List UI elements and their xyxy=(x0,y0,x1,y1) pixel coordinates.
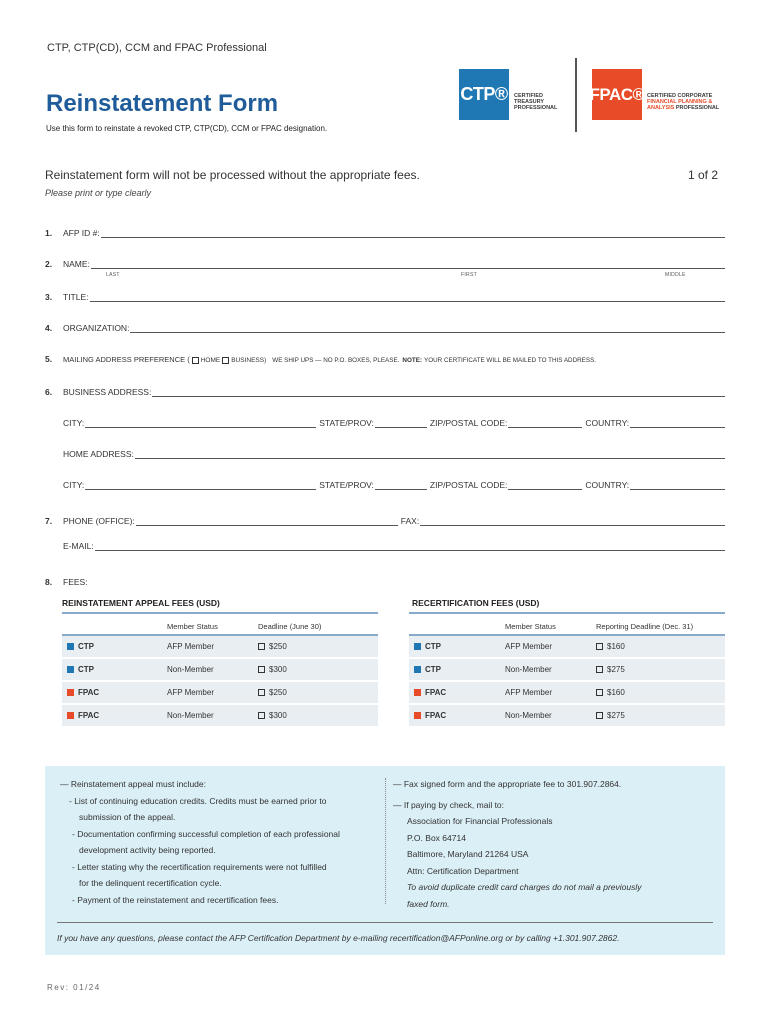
city-input[interactable] xyxy=(85,418,316,428)
phone-label: PHONE (OFFICE): xyxy=(63,516,135,526)
program-label: CTP xyxy=(425,642,441,651)
fee-amount xyxy=(596,711,625,720)
member-status: AFP Member xyxy=(167,688,214,697)
reinstatement-fees-title: REINSTATEMENT APPEAL FEES (USD) xyxy=(62,598,220,608)
fee-program xyxy=(409,688,505,697)
member-status-header: Member Status xyxy=(505,622,556,631)
home-option-label: HOME xyxy=(200,357,221,364)
zip-label: ZIP/POSTAL CODE: xyxy=(429,480,508,490)
requirement-item: for the delinquent recertification cycle. xyxy=(79,878,222,888)
contact-footer: If you have any questions, please contact the AFP Certification Department by e-mailing recertification@AFPonline.org or by calling +1.301.907.2862. xyxy=(57,933,620,943)
title-field xyxy=(45,290,725,302)
phone-field xyxy=(45,514,725,526)
fee-program xyxy=(62,642,167,651)
program-label: FPAC xyxy=(78,711,100,720)
member-status: Non-Member xyxy=(167,665,214,674)
info-rule xyxy=(57,922,713,923)
fax-label: FAX: xyxy=(400,516,420,526)
fee-program xyxy=(409,665,505,674)
deadline-header: Deadline (June 30) xyxy=(258,622,322,631)
zip-input[interactable] xyxy=(508,418,582,428)
email-field xyxy=(63,539,725,551)
afp-id-label: AFP ID #: xyxy=(63,228,100,238)
business-address-input[interactable] xyxy=(152,387,725,397)
designations-header: CTP, CTP(CD), CCM and FPAC Professional xyxy=(47,42,267,54)
fee-amount xyxy=(596,688,625,697)
fee-checkbox[interactable] xyxy=(258,689,265,696)
fee-program xyxy=(409,642,505,651)
email-label: E-MAIL: xyxy=(63,541,94,551)
check-instruction: — If paying by check, mail to: xyxy=(393,799,505,810)
duplicate-charge-warning: To avoid duplicate credit card charges do not mail a previously xyxy=(407,882,642,892)
fee-row xyxy=(409,636,725,657)
fax-instruction: — Fax signed form and the appropriate fee to 301.907.2864. xyxy=(393,779,622,789)
state-input[interactable] xyxy=(375,480,427,490)
fee-program xyxy=(62,711,167,720)
requirement-item: - Documentation confirming successful completion of each professional xyxy=(72,828,340,839)
fee-amount-value: $275 xyxy=(607,665,625,674)
program-color-swatch xyxy=(67,666,74,673)
organization-input[interactable] xyxy=(130,323,725,333)
program-label: FPAC xyxy=(78,688,100,697)
fpac-logo-line: PROFESSIONAL xyxy=(675,105,720,111)
fpac-logo-line: FINANCIAL PLANNING & xyxy=(647,99,713,105)
field-number: 6. xyxy=(45,387,53,397)
fee-checkbox[interactable] xyxy=(258,643,265,650)
name-input[interactable] xyxy=(91,259,725,269)
field-number: 8. xyxy=(45,577,53,587)
print-instruction: Please print or type clearly xyxy=(45,188,152,198)
fee-program xyxy=(409,711,505,720)
business-option-label: BUSINESS) xyxy=(231,357,267,364)
program-label: FPAC xyxy=(425,711,447,720)
program-color-swatch xyxy=(414,689,421,696)
requirement-item: development activity being reported. xyxy=(79,845,216,855)
fee-row xyxy=(62,705,378,726)
member-status: Non-Member xyxy=(505,665,552,674)
fee-amount xyxy=(596,665,625,674)
fee-amount xyxy=(258,665,287,674)
zip-label: ZIP/POSTAL CODE: xyxy=(429,418,508,428)
field-number: 1. xyxy=(45,228,53,238)
phone-input[interactable] xyxy=(136,516,398,526)
reporting-deadline-header: Reporting Deadline (Dec. 31) xyxy=(596,622,694,631)
fee-row xyxy=(409,705,725,726)
program-label: CTP xyxy=(78,665,94,674)
fpac-logo: FPAC® xyxy=(592,69,642,120)
fee-notice: Reinstatement form will not be processed without the appropriate fees. xyxy=(45,168,420,182)
country-input[interactable] xyxy=(630,418,725,428)
fee-checkbox[interactable] xyxy=(596,666,603,673)
requirement-item: - List of continuing education credits. Credits must be earned prior to xyxy=(69,795,327,806)
fee-table-rule xyxy=(409,612,725,614)
member-status: AFP Member xyxy=(505,642,552,651)
member-status-header: Member Status xyxy=(167,622,218,631)
fpac-logo-line: CERTIFIED CORPORATE xyxy=(647,93,713,99)
page-number: 1 of 2 xyxy=(688,168,719,182)
program-label: CTP xyxy=(78,642,94,651)
requirement-item: - Letter stating why the recertification requirements were not fulfilled xyxy=(72,861,327,872)
fee-amount-value: $300 xyxy=(269,711,287,720)
fee-row xyxy=(62,636,378,657)
appeal-requirements xyxy=(60,776,340,908)
state-label: STATE/PROV: xyxy=(319,418,374,428)
requirement-item: - Payment of the reinstatement and recertification fees. xyxy=(72,894,279,905)
fee-amount-value: $160 xyxy=(607,642,625,651)
name-last-caption: LAST xyxy=(106,272,120,278)
afp-id-field xyxy=(45,226,725,238)
name-first-caption: FIRST xyxy=(461,272,477,278)
fees-label: FEES: xyxy=(63,577,88,587)
page-title: Reinstatement Form xyxy=(46,90,279,117)
fee-table-rule xyxy=(62,612,378,614)
country-label: COUNTRY: xyxy=(585,480,630,490)
country-label: COUNTRY: xyxy=(585,418,630,428)
title-label: TITLE: xyxy=(63,292,89,302)
fee-checkbox[interactable] xyxy=(596,643,603,650)
afp-id-input[interactable] xyxy=(101,228,725,238)
duplicate-charge-warning: faxed form. xyxy=(407,898,450,909)
city-label: CITY: xyxy=(63,480,85,490)
fee-checkbox[interactable] xyxy=(258,712,265,719)
mailing-address-line: Association for Financial Professionals xyxy=(407,816,553,826)
ctp-logo: CTP® xyxy=(459,69,509,120)
name-middle-caption: MIDDLE xyxy=(665,272,686,278)
info-divider xyxy=(385,778,386,904)
fpac-logo-text xyxy=(647,93,719,111)
name-field xyxy=(45,257,725,269)
state-input[interactable] xyxy=(375,418,427,428)
member-status: AFP Member xyxy=(167,642,214,651)
city-label: CITY: xyxy=(63,418,85,428)
email-input[interactable] xyxy=(95,541,725,551)
fee-row xyxy=(62,659,378,680)
fee-amount-value: $250 xyxy=(269,688,287,697)
business-city-row xyxy=(63,416,725,428)
page-subtitle: Use this form to reinstate a revoked CTP, CTP(CD), CCM or FPAC designation. xyxy=(46,124,328,133)
fpac-logo-line: ANALYSIS xyxy=(647,105,675,111)
title-input[interactable] xyxy=(90,292,725,302)
fee-amount xyxy=(258,711,287,720)
fee-amount-value: $275 xyxy=(607,711,625,720)
business-address-label: BUSINESS ADDRESS: xyxy=(63,387,152,397)
fee-amount xyxy=(258,642,287,651)
shipping-note: WE SHIP UPS — NO P.O. BOXES, PLEASE. xyxy=(272,357,400,364)
fax-input[interactable] xyxy=(420,516,725,526)
organization-label: ORGANIZATION: xyxy=(63,323,130,333)
mailing-preference-field xyxy=(45,352,725,364)
ctp-logo-line: TREASURY xyxy=(514,99,545,105)
home-address-label: HOME ADDRESS: xyxy=(63,449,134,459)
fee-amount-value: $300 xyxy=(269,665,287,674)
fees-field xyxy=(45,575,245,587)
certificate-note: YOUR CERTIFICATE WILL BE MAILED TO THIS ADDRESS. xyxy=(424,357,597,364)
home-checkbox[interactable] xyxy=(192,357,199,364)
ctp-logo-text xyxy=(514,93,557,111)
field-number: 7. xyxy=(45,516,53,526)
home-city-row xyxy=(63,478,725,490)
mailing-preference-label: MAILING ADDRESS PREFERENCE ( xyxy=(63,355,190,364)
name-label: NAME: xyxy=(63,259,90,269)
zip-input[interactable] xyxy=(508,480,582,490)
requirement-item: submission of the appeal. xyxy=(79,812,176,822)
program-color-swatch xyxy=(67,643,74,650)
state-label: STATE/PROV: xyxy=(319,480,374,490)
fee-program xyxy=(62,688,167,697)
program-color-swatch xyxy=(67,712,74,719)
country-input[interactable] xyxy=(630,480,725,490)
field-number: 5. xyxy=(45,354,53,364)
home-address-input[interactable] xyxy=(135,449,725,459)
business-checkbox[interactable] xyxy=(222,357,229,364)
ctp-logo-line: CERTIFIED xyxy=(514,93,544,99)
fee-amount-value: $250 xyxy=(269,642,287,651)
business-address-field xyxy=(45,385,725,397)
program-label: FPAC xyxy=(425,688,447,697)
mailing-address-line: P.O. Box 64714 xyxy=(407,832,466,843)
fee-program xyxy=(62,665,167,674)
program-color-swatch xyxy=(414,643,421,650)
mailing-address-line: Baltimore, Maryland 21264 USA xyxy=(407,849,529,859)
member-status: Non-Member xyxy=(505,711,552,720)
fee-checkbox[interactable] xyxy=(596,712,603,719)
member-status: Non-Member xyxy=(167,711,214,720)
fee-row xyxy=(409,682,725,703)
program-label: CTP xyxy=(425,665,441,674)
fee-amount xyxy=(596,642,625,651)
fee-amount xyxy=(258,688,287,697)
revision-label: Rev: 01/24 xyxy=(47,983,101,992)
logo-divider xyxy=(575,58,577,132)
fee-row xyxy=(62,682,378,703)
fee-row xyxy=(409,659,725,680)
payment-instructions xyxy=(393,776,642,912)
note-label: NOTE: xyxy=(402,357,422,364)
fee-checkbox[interactable] xyxy=(258,666,265,673)
home-address-field xyxy=(63,447,725,459)
program-color-swatch xyxy=(414,666,421,673)
recertification-fees-title: RECERTIFICATION FEES (USD) xyxy=(412,598,540,608)
field-number: 4. xyxy=(45,323,53,333)
field-number: 3. xyxy=(45,292,53,302)
ctp-logo-line: PROFESSIONAL xyxy=(514,105,558,111)
appeal-requirements-heading: — Reinstatement appeal must include: xyxy=(60,779,206,789)
mailing-address-line: Attn: Certification Department xyxy=(407,865,519,876)
member-status: AFP Member xyxy=(505,688,552,697)
fee-amount-value: $160 xyxy=(607,688,625,697)
organization-field xyxy=(45,321,725,333)
program-color-swatch xyxy=(67,689,74,696)
city-input[interactable] xyxy=(85,480,316,490)
field-number: 2. xyxy=(45,259,53,269)
fee-checkbox[interactable] xyxy=(596,689,603,696)
program-color-swatch xyxy=(414,712,421,719)
